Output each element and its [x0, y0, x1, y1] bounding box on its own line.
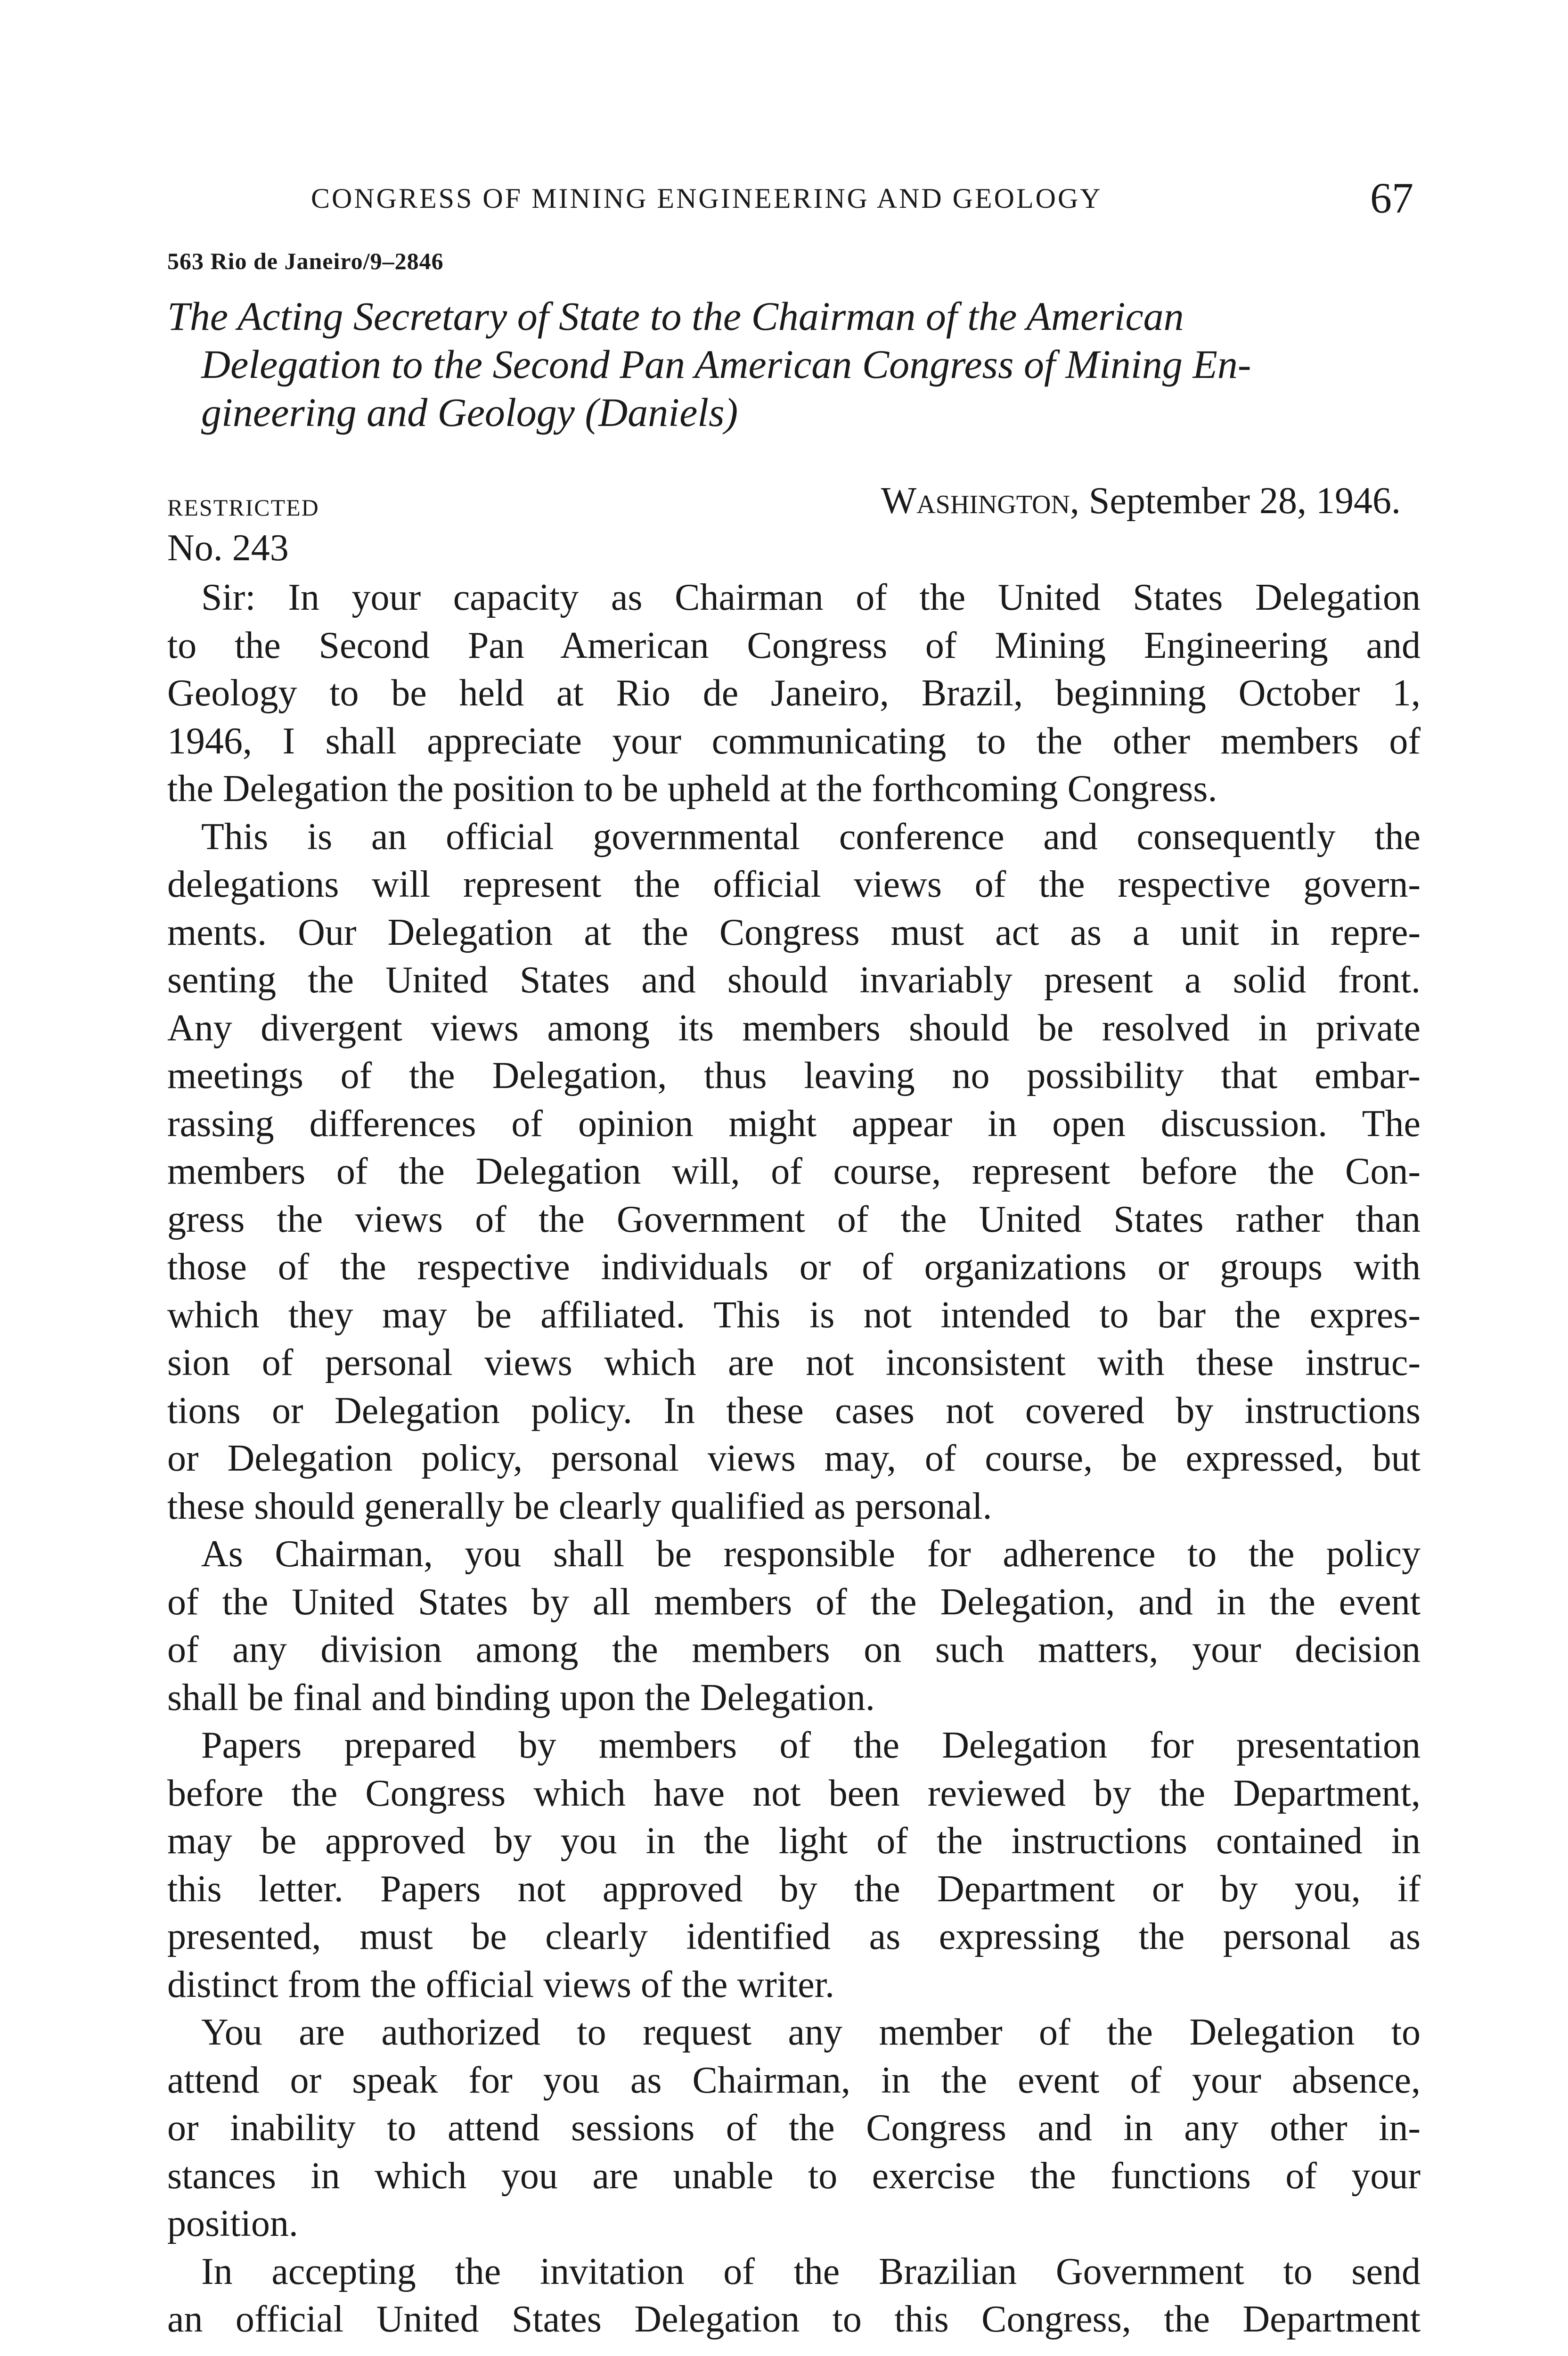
body-line: attend or speak for you as Chairman, in the event of your absence, — [167, 2059, 1421, 2101]
body-line: or Delegation policy, personal views may, of course, be expressed, but — [167, 1438, 1421, 1479]
document-id: 563 Rio de Janeiro/9–2846 — [167, 248, 444, 274]
page-number: 67 — [1370, 174, 1413, 222]
body-line: this letter. Papers not approved by the Department or by you, if — [167, 1868, 1421, 1910]
classification-label: RESTRICTED — [167, 494, 319, 521]
dateline-date: September 28, 1946. — [1088, 480, 1401, 522]
body-line: gress the views of the Government of the United States rather than — [167, 1198, 1421, 1240]
heading-line: Delegation to the Second Pan American Congress of Mining En- — [201, 342, 1251, 387]
body-line: distinct from the official views of the writer. — [167, 1963, 834, 2005]
document-number: No. 243 — [167, 527, 289, 569]
heading-line: gineering and Geology (Daniels) — [201, 390, 738, 435]
body-line: Papers prepared by members of the Delegation for presentation — [201, 1725, 1421, 1766]
body-line: to the Second Pan American Congress of Mining Engineering and — [167, 624, 1421, 666]
body-line: ments. Our Delegation at the Congress must act as a unit in repre- — [167, 911, 1421, 953]
body-line: members of the Delegation will, of course, represent before the Con- — [167, 1151, 1421, 1192]
body-line: of any division among the members on such matters, your decision — [167, 1629, 1421, 1670]
body-line: which they may be affiliated. This is not intended to bar the expres- — [167, 1294, 1421, 1336]
body-line: presented, must be clearly identified as expressing the personal as — [167, 1916, 1421, 1957]
body-line: an official United States Delegation to this Congress, the Department — [167, 2299, 1421, 2340]
body-line: position. — [167, 2203, 298, 2244]
running-title: CONGRESS OF MINING ENGINEERING AND GEOLOGY — [311, 183, 1102, 214]
body-line: This is an official governmental conference and consequently the — [201, 816, 1421, 858]
body-line: the Delegation the position to be upheld at the forthcoming Congress. — [167, 768, 1217, 810]
body-line: senting the United States and should invariably present a solid front. — [167, 959, 1421, 1001]
body-line: tions or Delegation policy. In these cases not covered by instructions — [167, 1390, 1421, 1432]
body-line: sion of personal views which are not inconsistent with these instruc- — [167, 1342, 1421, 1383]
body-line: of the United States by all members of the Delegation, and in the event — [167, 1581, 1421, 1623]
body-line: shall be final and binding upon the Delegation. — [167, 1677, 875, 1718]
body-line: before the Congress which have not been reviewed by the Department, — [167, 1772, 1421, 1814]
body-line: these should generally be clearly qualified as personal. — [167, 1485, 992, 1527]
document-heading — [167, 292, 1421, 436]
body-line: Geology to be held at Rio de Janeiro, Brazil, beginning October 1, — [167, 672, 1421, 714]
body-line: In accepting the invitation of the Brazilian Government to send — [201, 2250, 1421, 2292]
running-head — [311, 174, 1413, 222]
body-line: meetings of the Delegation, thus leaving no possibility that embar- — [167, 1055, 1421, 1096]
body-line: those of the respective individuals or of organizations or groups with — [167, 1246, 1421, 1288]
heading-line: The Acting Secretary of State to the Chairman of the American — [167, 294, 1184, 339]
body-line: 1946, I shall appreciate your communicating to the other members of — [167, 720, 1421, 762]
body-line: As Chairman, you shall be responsible for adherence to the policy — [201, 1533, 1421, 1575]
body-line: or inability to attend sessions of the Congress and in any other in- — [167, 2107, 1421, 2149]
dateline-place: Washington, — [881, 480, 1079, 522]
body-line: rassing differences of opinion might appear in open discussion. The — [167, 1103, 1421, 1145]
letter-body — [167, 574, 1421, 2344]
body-line: delegations will represent the official views of the respective govern- — [167, 864, 1421, 905]
body-line: stances in which you are unable to exercise the functions of your — [167, 2155, 1421, 2197]
body-line: You are authorized to request any member of the Delegation to — [201, 2012, 1421, 2053]
dateline — [881, 480, 1401, 523]
body-line: may be approved by you in the light of the instructions contained in — [167, 1820, 1421, 1862]
body-line: Sir: In your capacity as Chairman of the United States Delegation — [201, 577, 1421, 618]
body-line: Any divergent views among its members should be resolved in private — [167, 1007, 1421, 1049]
